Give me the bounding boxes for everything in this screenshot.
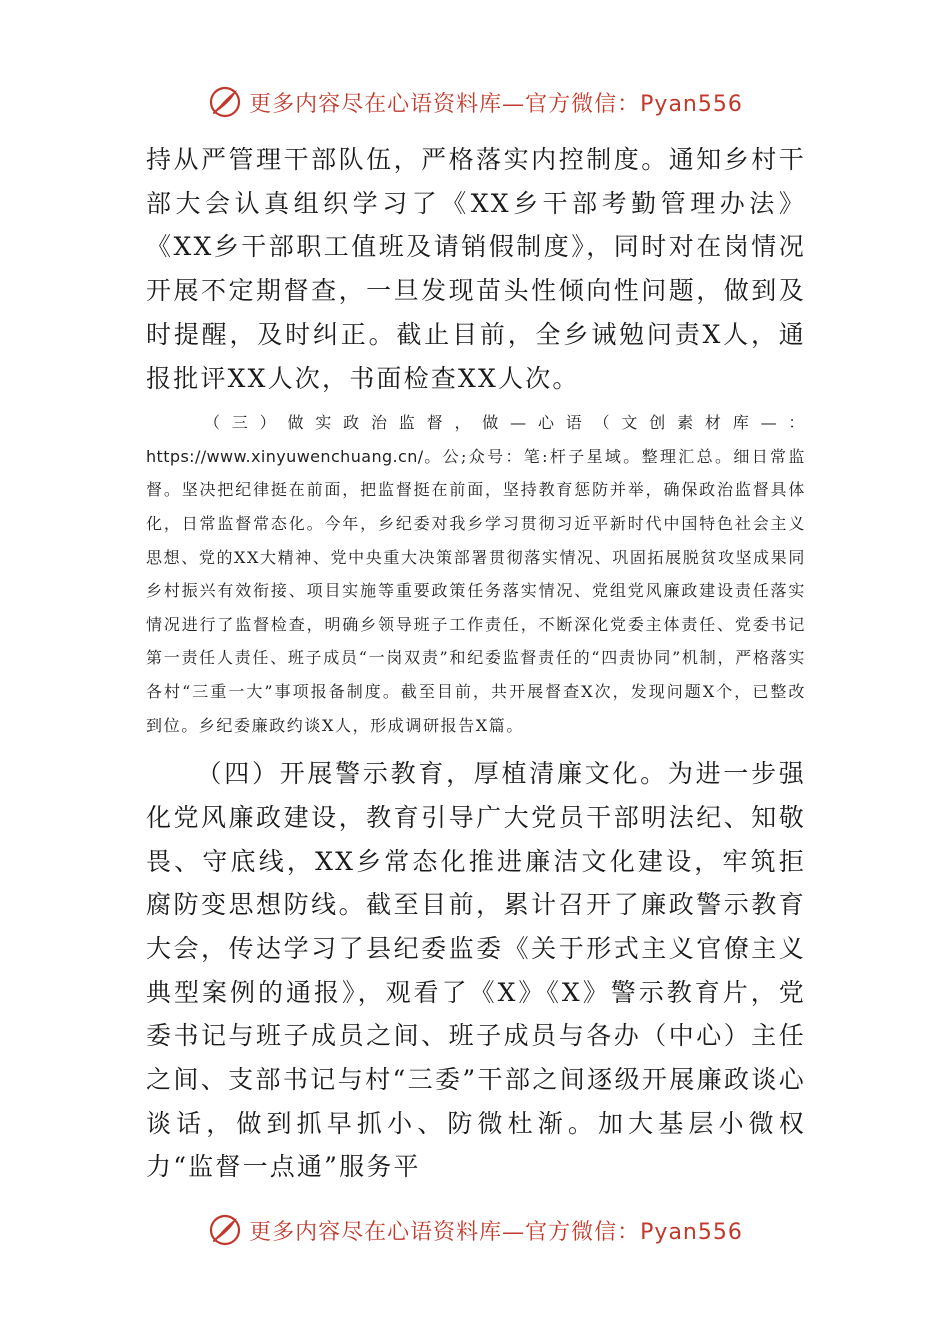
source-url: https://www.xinyuwenchuang.cn/ (146, 446, 424, 466)
quill-logo-icon (207, 1212, 243, 1248)
paragraph-warning-education: （四）开展警示教育，厚植清廉文化。为进一步强化党风廉政建设，教育引导广大党员干部明法纪、知敬畏、守底线，XX乡常态化推进廉洁文化建设，牢筑拒腐防变思想防线。截至目前，累计召开了廉政警示教育大会，传达学习了县纪委监委《关于形式主义官僚主义典型案例的通报》，观看了《X》《X》警示教育片，党委书记与班子成员之间、班子成员与各办（中心）主任之间、支部书记与村“三委”干部之间逐级开展廉政谈心谈话，做到抓早抓小、防微杜渐。加大基层小微权力“监督一点通”服务平 (146, 759, 806, 1182)
paragraph-continuation: 持从严管理干部队伍，严格落实内控制度。通知乡村干部大会认真组织学习了《XX乡干部考勤管理办法》《XX乡干部职工值班及请销假制度》，同时对在岗情况开展不定期督查，一旦发现苗头性倾向性问题，做到及时提醒，及时纠正。截止目前，全乡诫勉问责X人，通报批评XX人次，书面检查XX人次。 (146, 145, 806, 393)
paragraph-political-supervision (146, 406, 806, 742)
watermark-text: 更多内容尽在心语资料库—官方微信：Pyan556 (249, 91, 743, 117)
document-body (146, 138, 806, 1189)
watermark-banner-top (0, 80, 950, 124)
paragraph-body-3: 。公;众号：笔:杆子星域。整理汇总。细日常监督。坚决把纪律挺在前面，把监督挺在前面，坚持教育惩防并举，确保政治监督具体化，日常监督常态化。今年，乡纪委对我乡学习贯彻习近平新时代中国特色社会主义思想、党的XX大精神、党中央重大决策部署贯彻落实情况、巩固拓展脱贫攻坚成果同乡村振兴有效衔接、项目实施等重要政策任务落实情况、党组党风廉政建设责任落实情况进行了监督检查，明确乡领导班子工作责任，不断深化党委主体责任、党委书记第一责任人责任、班子成员“一岗双责”和纪委监督责任的“四责协同”机制，严格落实各村“三重一大”事项报备制度。截至目前，共开展督查X次，发现问题X个，已整改到位。乡纪委廉政约谈X人，形成调研报告X篇。 (146, 446, 806, 735)
section-heading-3: （三）做实政治监督，做—心语（文创素材库—： (204, 413, 806, 433)
watermark-text: 更多内容尽在心语资料库—官方微信：Pyan556 (249, 1219, 743, 1245)
quill-logo-icon (207, 84, 243, 120)
watermark-banner-bottom (0, 1208, 950, 1252)
